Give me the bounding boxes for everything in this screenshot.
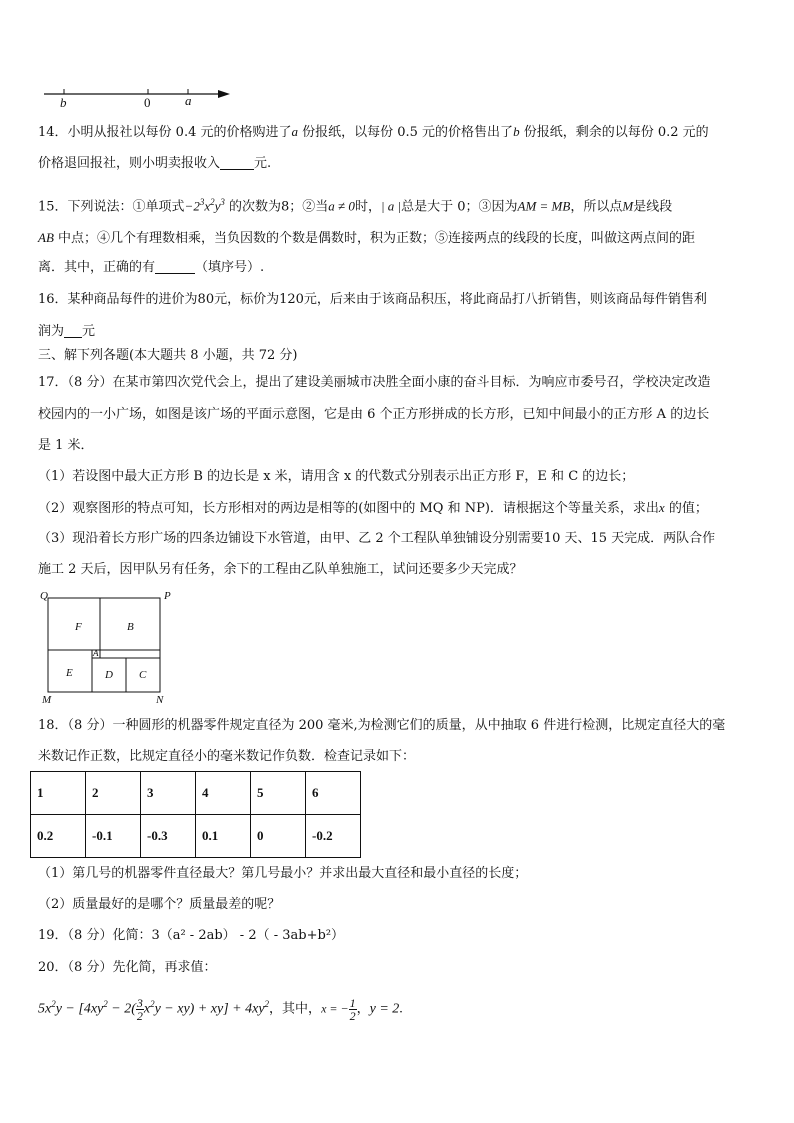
q16-line2: 润为 元 <box>38 324 96 339</box>
table-cell: 3 <box>141 772 196 815</box>
q17-part3-line2: 施工 2 天后，因甲队另有任务，余下的工程由乙队单独施工，试问还要多少天完成？ <box>38 562 523 577</box>
figure-label-q: Q <box>40 590 48 602</box>
q15-line3: 离．其中，正确的有 （填序号）. <box>38 260 265 275</box>
q17-part1: （1）若设图中最大正方形 B 的边长是 x 米，请用含 x 的代数式分别表示出正方形 F，E 和 C 的边长； <box>38 469 635 484</box>
square-label-e: E <box>66 667 73 679</box>
q14-line1: 14．小明从报社以每份 0.4 元的价格购进了a 份报纸，以每份 0.5 元的价格售出了b 份报纸，剩余的以每份 0.2 元的 <box>38 124 709 140</box>
figure-label-p: P <box>164 590 171 602</box>
section-heading: 三、解下列各题(本大题共 8 小题，共 72 分) <box>38 348 298 363</box>
q14-line2: 价格退回报社，则小明卖报收入 元. <box>38 156 272 171</box>
q20-line1: 20．（8 分）先化简，再求值： <box>38 960 217 975</box>
table-cell: 2 <box>86 772 141 815</box>
q18-line2: 米数记作正数，比规定直径小的毫米数记作负数．检查记录如下： <box>38 749 416 764</box>
square-label-b: B <box>127 621 134 633</box>
q18-part1: （1）第几号的机器零件直径最大？第几号最小？并求出最大直径和最小直径的长度； <box>38 866 528 881</box>
q17-line3: 是 1 米． <box>38 438 94 453</box>
table-cell: 0.1 <box>196 815 251 858</box>
fraction: $\frac{3}{2}$ <box>136 995 143 1023</box>
answer-blank[interactable] <box>155 259 195 274</box>
figure-label-m: M <box>42 694 52 706</box>
number-line-label-b: b <box>60 95 67 110</box>
table-row <box>31 815 361 858</box>
q15-line1: 15．下列说法：①单项式$-2^3x^2y^3$ 的次数为8；②当a ≠ 0时，| a |总是大于 0；③因为AM = MB，所以点M是线段 <box>38 197 673 215</box>
q18-part2: （2）质量最好的是哪个？质量最差的呢？ <box>38 897 281 912</box>
square-label-d: D <box>105 669 113 681</box>
q17-part2: （2）观察图形的特点可知，长方形相对的两边是相等的(如图中的 MQ 和 NP)．请根据这个等量关系，求出x 的值； <box>38 500 708 516</box>
table-cell: 5 <box>251 772 306 815</box>
record-table <box>30 771 361 858</box>
table-cell: -0.2 <box>306 815 361 858</box>
q20-expression: $5x^2y - [4xy^2 - 2$( $\frac{3}{2}$ $x^2y - xy) + xy] + 4xy^2$，其中，x = − $\frac{1}{2}$ ，y = 2. <box>38 995 403 1023</box>
answer-blank[interactable] <box>220 155 254 170</box>
q18-line1: 18．（8 分）一种圆形的机器零件规定直径为 200 毫米,为检测它们的质量，从中抽取 6 件进行检测，比规定直径大的毫 <box>38 718 726 733</box>
table-cell: 1 <box>31 772 86 815</box>
number-line <box>38 82 238 112</box>
q19: 19．（8 分）化简：3（a² - 2ab） - 2（ - 3ab+b²） <box>38 928 345 943</box>
square-figure <box>40 590 180 702</box>
square-label-c: C <box>139 669 147 681</box>
table-row <box>31 772 361 815</box>
number-line-label-a: a <box>185 93 192 108</box>
table-cell: 6 <box>306 772 361 815</box>
table-cell: 4 <box>196 772 251 815</box>
fraction: $\frac{1}{2}$ <box>349 995 356 1023</box>
figure-label-n: N <box>156 694 164 706</box>
square-label-f: F <box>75 621 82 633</box>
q16-line1: 16．某种商品每件的进价为80元，标价为120元，后来由于该商品积压，将此商品打八折销售，则该商品每件销售利 <box>38 292 707 307</box>
q17-line1: 17．（8 分）在某市第四次党代会上，提出了建设美丽城市决胜全面小康的奋斗目标．为响应市委号召，学校决定改造 <box>38 375 711 390</box>
q17-line2: 校园内的一小广场，如图是该广场的平面示意图，它是由 6 个正方形拼成的长方形，已知中间最小的正方形 A 的边长 <box>38 407 710 422</box>
table-cell: -0.1 <box>86 815 141 858</box>
q17-part3-line1: （3）现沿着长方形广场的四条边铺设下水管道，由甲、乙 2 个工程队单独铺设分别需要10 天、15 天完成．两队合作 <box>38 531 716 546</box>
table-cell: 0.2 <box>31 815 86 858</box>
number-line-label-zero: 0 <box>144 95 151 110</box>
q15-line2: AB 中点；④几个有理数相乘，当负因数的个数是偶数时，积为正数；⑤连接两点的线段的长度，叫做这两点间的距 <box>38 230 696 246</box>
answer-blank[interactable] <box>64 323 82 338</box>
square-label-a: A <box>93 648 99 658</box>
table-cell: 0 <box>251 815 306 858</box>
table-cell: -0.3 <box>141 815 196 858</box>
